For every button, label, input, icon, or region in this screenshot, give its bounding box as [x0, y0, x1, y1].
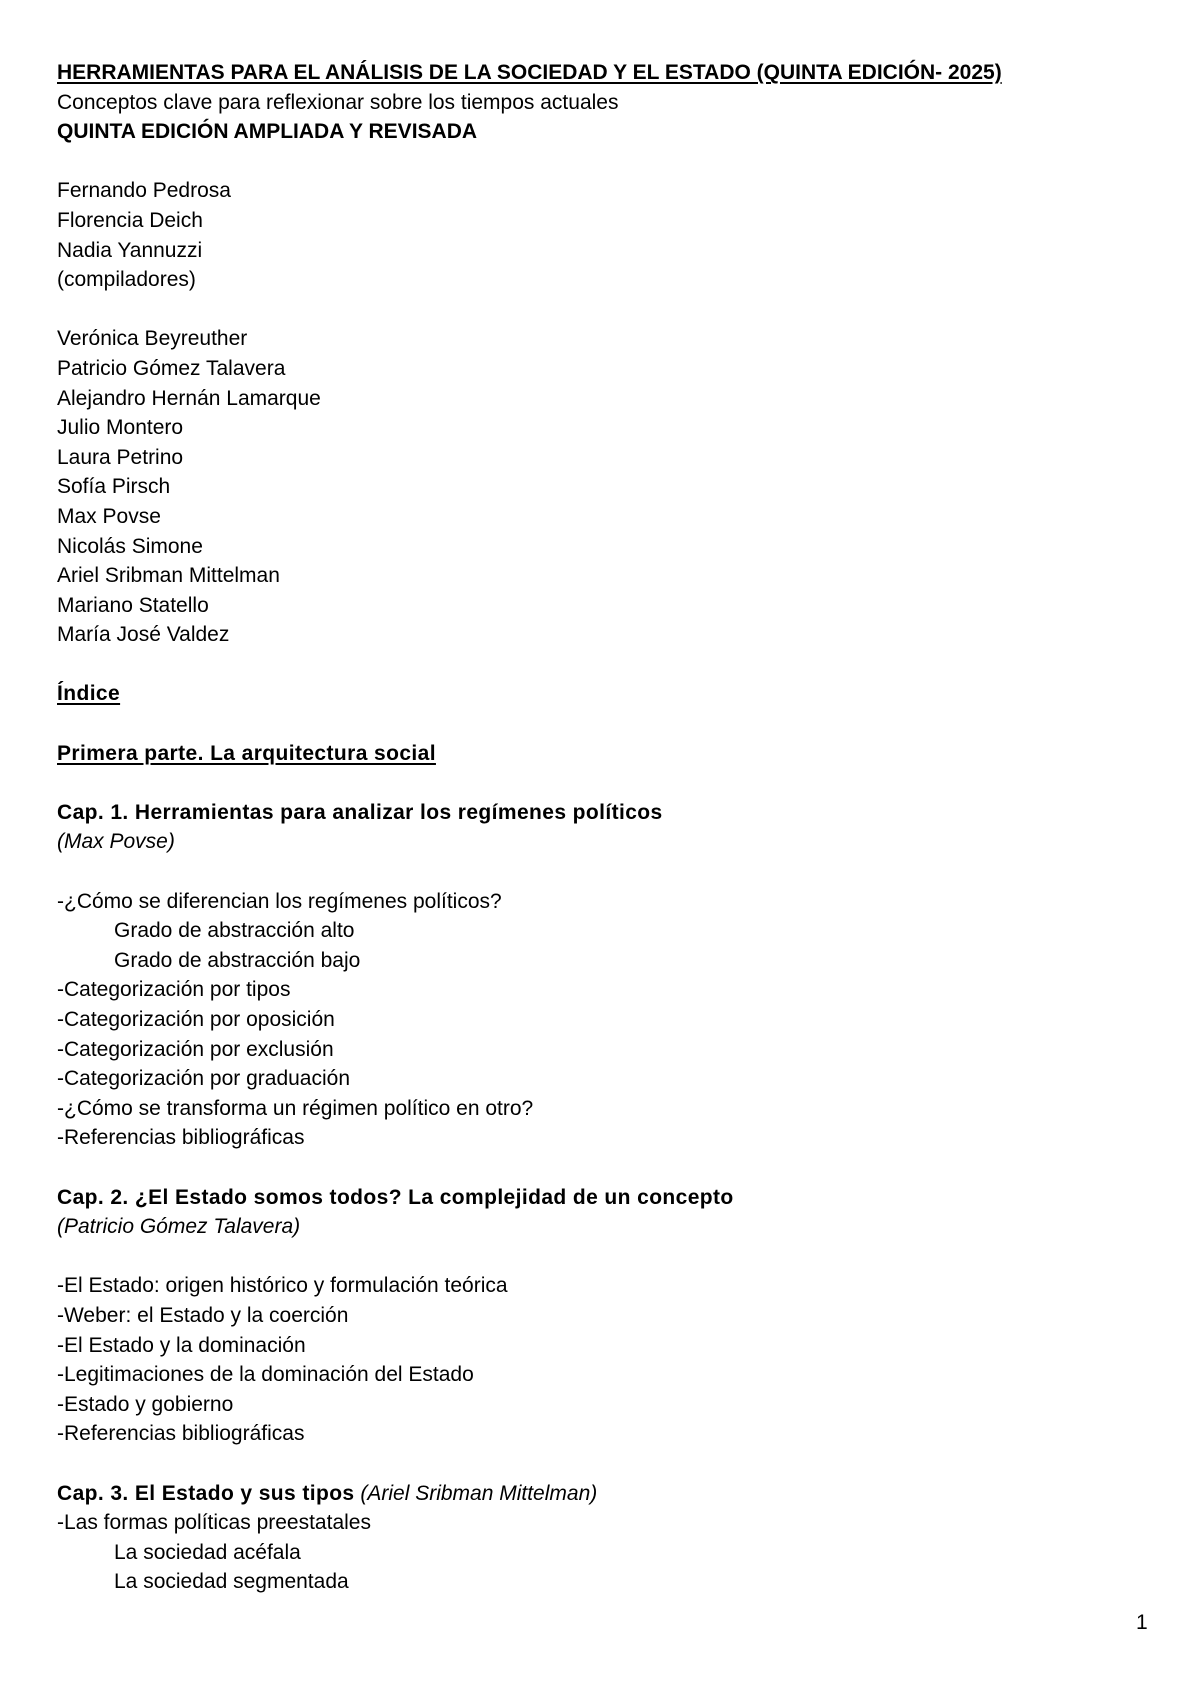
toc-entry: -Legitimaciones de la dominación del Estado [57, 1363, 474, 1387]
author-name: Patricio Gómez Talavera [57, 356, 286, 380]
toc-subentry: Grado de abstracción alto [114, 919, 355, 943]
chapter-heading-line [57, 1479, 1157, 1509]
toc-entry: -Estado y gobierno [57, 1392, 234, 1416]
compilers-list [57, 176, 1157, 294]
document-page [57, 58, 1157, 1597]
author-name: Alejandro Hernán Lamarque [57, 386, 321, 410]
toc-entry: -Referencias bibliográficas [57, 1422, 305, 1446]
spacer [57, 650, 1157, 680]
page-number: 1 [1136, 1611, 1148, 1634]
toc-entry: -Categorización por graduación [57, 1067, 351, 1091]
chapter-2 [57, 1183, 1157, 1449]
toc-subentry: La sociedad acéfala [114, 1540, 301, 1564]
chapter-author: (Ariel Sribman Mittelman) [360, 1481, 598, 1505]
compiler-name: Fernando Pedrosa [57, 179, 231, 203]
toc-entry: -Referencias bibliográficas [57, 1126, 305, 1150]
chapter-author: (Patricio Gómez Talavera) [57, 1215, 301, 1239]
toc-entry: -¿Cómo se transforma un régimen político en otro? [57, 1096, 534, 1120]
author-name: Laura Petrino [57, 445, 184, 469]
toc-subentry: La sociedad segmentada [114, 1570, 349, 1594]
spacer [57, 709, 1157, 739]
spacer [57, 1242, 1157, 1272]
toc-entry: -Categorización por oposición [57, 1008, 335, 1031]
author-name: Max Povse [57, 504, 161, 528]
toc-entry: -Categorización por exclusión [57, 1037, 334, 1061]
toc-entry: -El Estado: origen histórico y formulación teórica [57, 1274, 508, 1298]
author-name: Ariel Sribman Mittelman [57, 564, 280, 588]
chapter-title: Cap. 1. Herramientas para analizar los regímenes políticos [57, 800, 663, 824]
index-heading: Índice [57, 682, 121, 706]
toc-entry: -Las formas políticas preestatales [57, 1511, 371, 1535]
chapter-title: Cap. 3. El Estado y sus tipos [57, 1481, 355, 1505]
document-title: HERRAMIENTAS PARA EL ANÁLISIS DE LA SOCIEDAD Y EL ESTADO (QUINTA EDICIÓN- 2025) [57, 61, 1002, 84]
toc-entry: -¿Cómo se diferencian los regímenes políticos? [57, 889, 502, 913]
toc-entry: -El Estado y la dominación [57, 1333, 306, 1357]
compiler-name: Florencia Deich [57, 208, 203, 232]
chapter-title: Cap. 2. ¿El Estado somos todos? La complejidad de un concepto [57, 1185, 734, 1209]
author-name: Sofía Pirsch [57, 475, 171, 499]
authors-list [57, 324, 1157, 650]
spacer [57, 768, 1157, 798]
spacer [57, 147, 1157, 177]
author-name: Nicolás Simone [57, 534, 203, 558]
author-name: María José Valdez [57, 623, 230, 647]
document-subtitle: Conceptos clave para reflexionar sobre los tiempos actuales [57, 90, 619, 114]
compilers-note: (compiladores) [57, 268, 196, 292]
toc-entry: -Categorización por tipos [57, 978, 291, 1002]
chapter-3 [57, 1479, 1157, 1597]
spacer [57, 1153, 1157, 1183]
author-name: Mariano Statello [57, 593, 209, 617]
chapter-author: (Max Povse) [57, 830, 175, 854]
toc-entry: -Weber: el Estado y la coerción [57, 1303, 349, 1327]
compiler-name: Nadia Yannuzzi [57, 238, 203, 262]
spacer [57, 857, 1157, 887]
author-name: Verónica Beyreuther [57, 327, 248, 351]
spacer [57, 1449, 1157, 1479]
edition-line: QUINTA EDICIÓN AMPLIADA Y REVISADA [57, 120, 478, 144]
spacer [57, 295, 1157, 325]
author-name: Julio Montero [57, 416, 184, 440]
toc-subentry: Grado de abstracción bajo [114, 948, 361, 972]
part-heading: Primera parte. La arquitectura social [57, 741, 436, 765]
chapter-1 [57, 798, 1157, 1153]
